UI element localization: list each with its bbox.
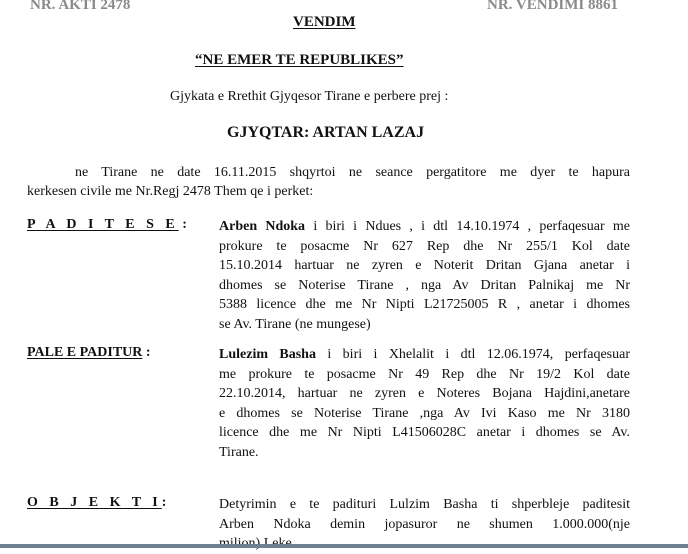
pale-e-paditur-line-3: e dhomes se Noterise Tirane ,nga Av Ivi Kaso me Nr 3180 (219, 405, 630, 421)
court-line: Gjykata e Rrethit Gjyqesor Tirane e perbere prej : (170, 89, 449, 104)
intro-line-1: ne Tirane ne date 16.11.2015 shqyrtoi ne seance pergatitore me dyer te hapura (75, 165, 630, 180)
document-subtitle: “NE EMER TE REPUBLIKES” (195, 52, 404, 68)
paditese-label (27, 217, 187, 233)
paditese-line-5: se Av. Tirane (ne mungese) (219, 316, 371, 332)
pale-e-paditur-line-2: 22.10.2014, hartuar ne zyren e Noteres Bojana Hajdini,anetare (219, 386, 630, 401)
paditese-name: Arben Ndoka (219, 219, 306, 234)
paditese-line-3: dhomes se Noterise Tirane , nga Av Dritan Palnikaj me Nr (219, 277, 630, 293)
objekti-line-0: Detyrimin e te padituri Lulzim Basha ti shperbleje paditesit (219, 497, 630, 512)
window-bottom-border (0, 544, 688, 548)
document-title: VENDIM (293, 14, 356, 30)
vendimi-number: NR. VENDIMI 8861 (487, 0, 618, 13)
intro-line-2: kerkesen civile me Nr.Regj 2478 Them qe i perket: (27, 184, 314, 199)
pale-e-paditur-line-4: licence dhe me Nr Nipti L41506028C anetar i dhomes se Av. (219, 425, 630, 440)
objekti-label-text: O B J E K T I (27, 495, 162, 510)
pale-e-paditur-line-0: i biri i Xhelalit i dtl 12.06.1974, perfaqesuar (315, 347, 630, 362)
pale-e-paditur-label-text: PALE E PADITUR (27, 345, 143, 360)
pale-e-paditur-label (27, 345, 151, 361)
paditese-line-4: 5388 licence dhe me Nr Nipti L21725005 R , anetar i dhomes (219, 297, 630, 312)
paditese-details (219, 217, 630, 334)
paditese-line-0: i biri i Ndues , i dtl 14.10.1974 , perfaqesuar me (305, 219, 630, 234)
pale-e-paditur-line-5: Tirane. (219, 444, 259, 460)
intro-paragraph (27, 163, 630, 201)
pale-e-paditur-line-1: me prokure te posacme Nr 49 Rep dhe Nr 19/2 Kol date (219, 366, 630, 382)
objekti-line-1: Arben Ndoka demin jopasuror ne shumen 1.000.000(nje (219, 516, 630, 532)
paditese-label-colon: : (178, 217, 187, 232)
objekti-label (27, 495, 166, 511)
pale-e-paditur-name: Lulezim Basha (219, 347, 316, 362)
judge-line: GJYQTAR: ARTAN LAZAJ (227, 124, 425, 141)
objekti-label-colon: : (161, 495, 167, 510)
akti-number: NR. AKTI 2478 (30, 0, 131, 13)
pale-e-paditur-details (219, 345, 630, 462)
paditese-line-1: prokure te posacme Nr 627 Rep dhe Nr 255/1 Kol date (219, 238, 630, 254)
pale-e-paditur-label-colon: : (142, 345, 151, 360)
paditese-line-2: 15.10.2014 hartuar ne zyren e Noterit Dritan Gjana anetar i (219, 258, 630, 273)
paditese-label-text: P A D I T E S E (27, 217, 179, 232)
